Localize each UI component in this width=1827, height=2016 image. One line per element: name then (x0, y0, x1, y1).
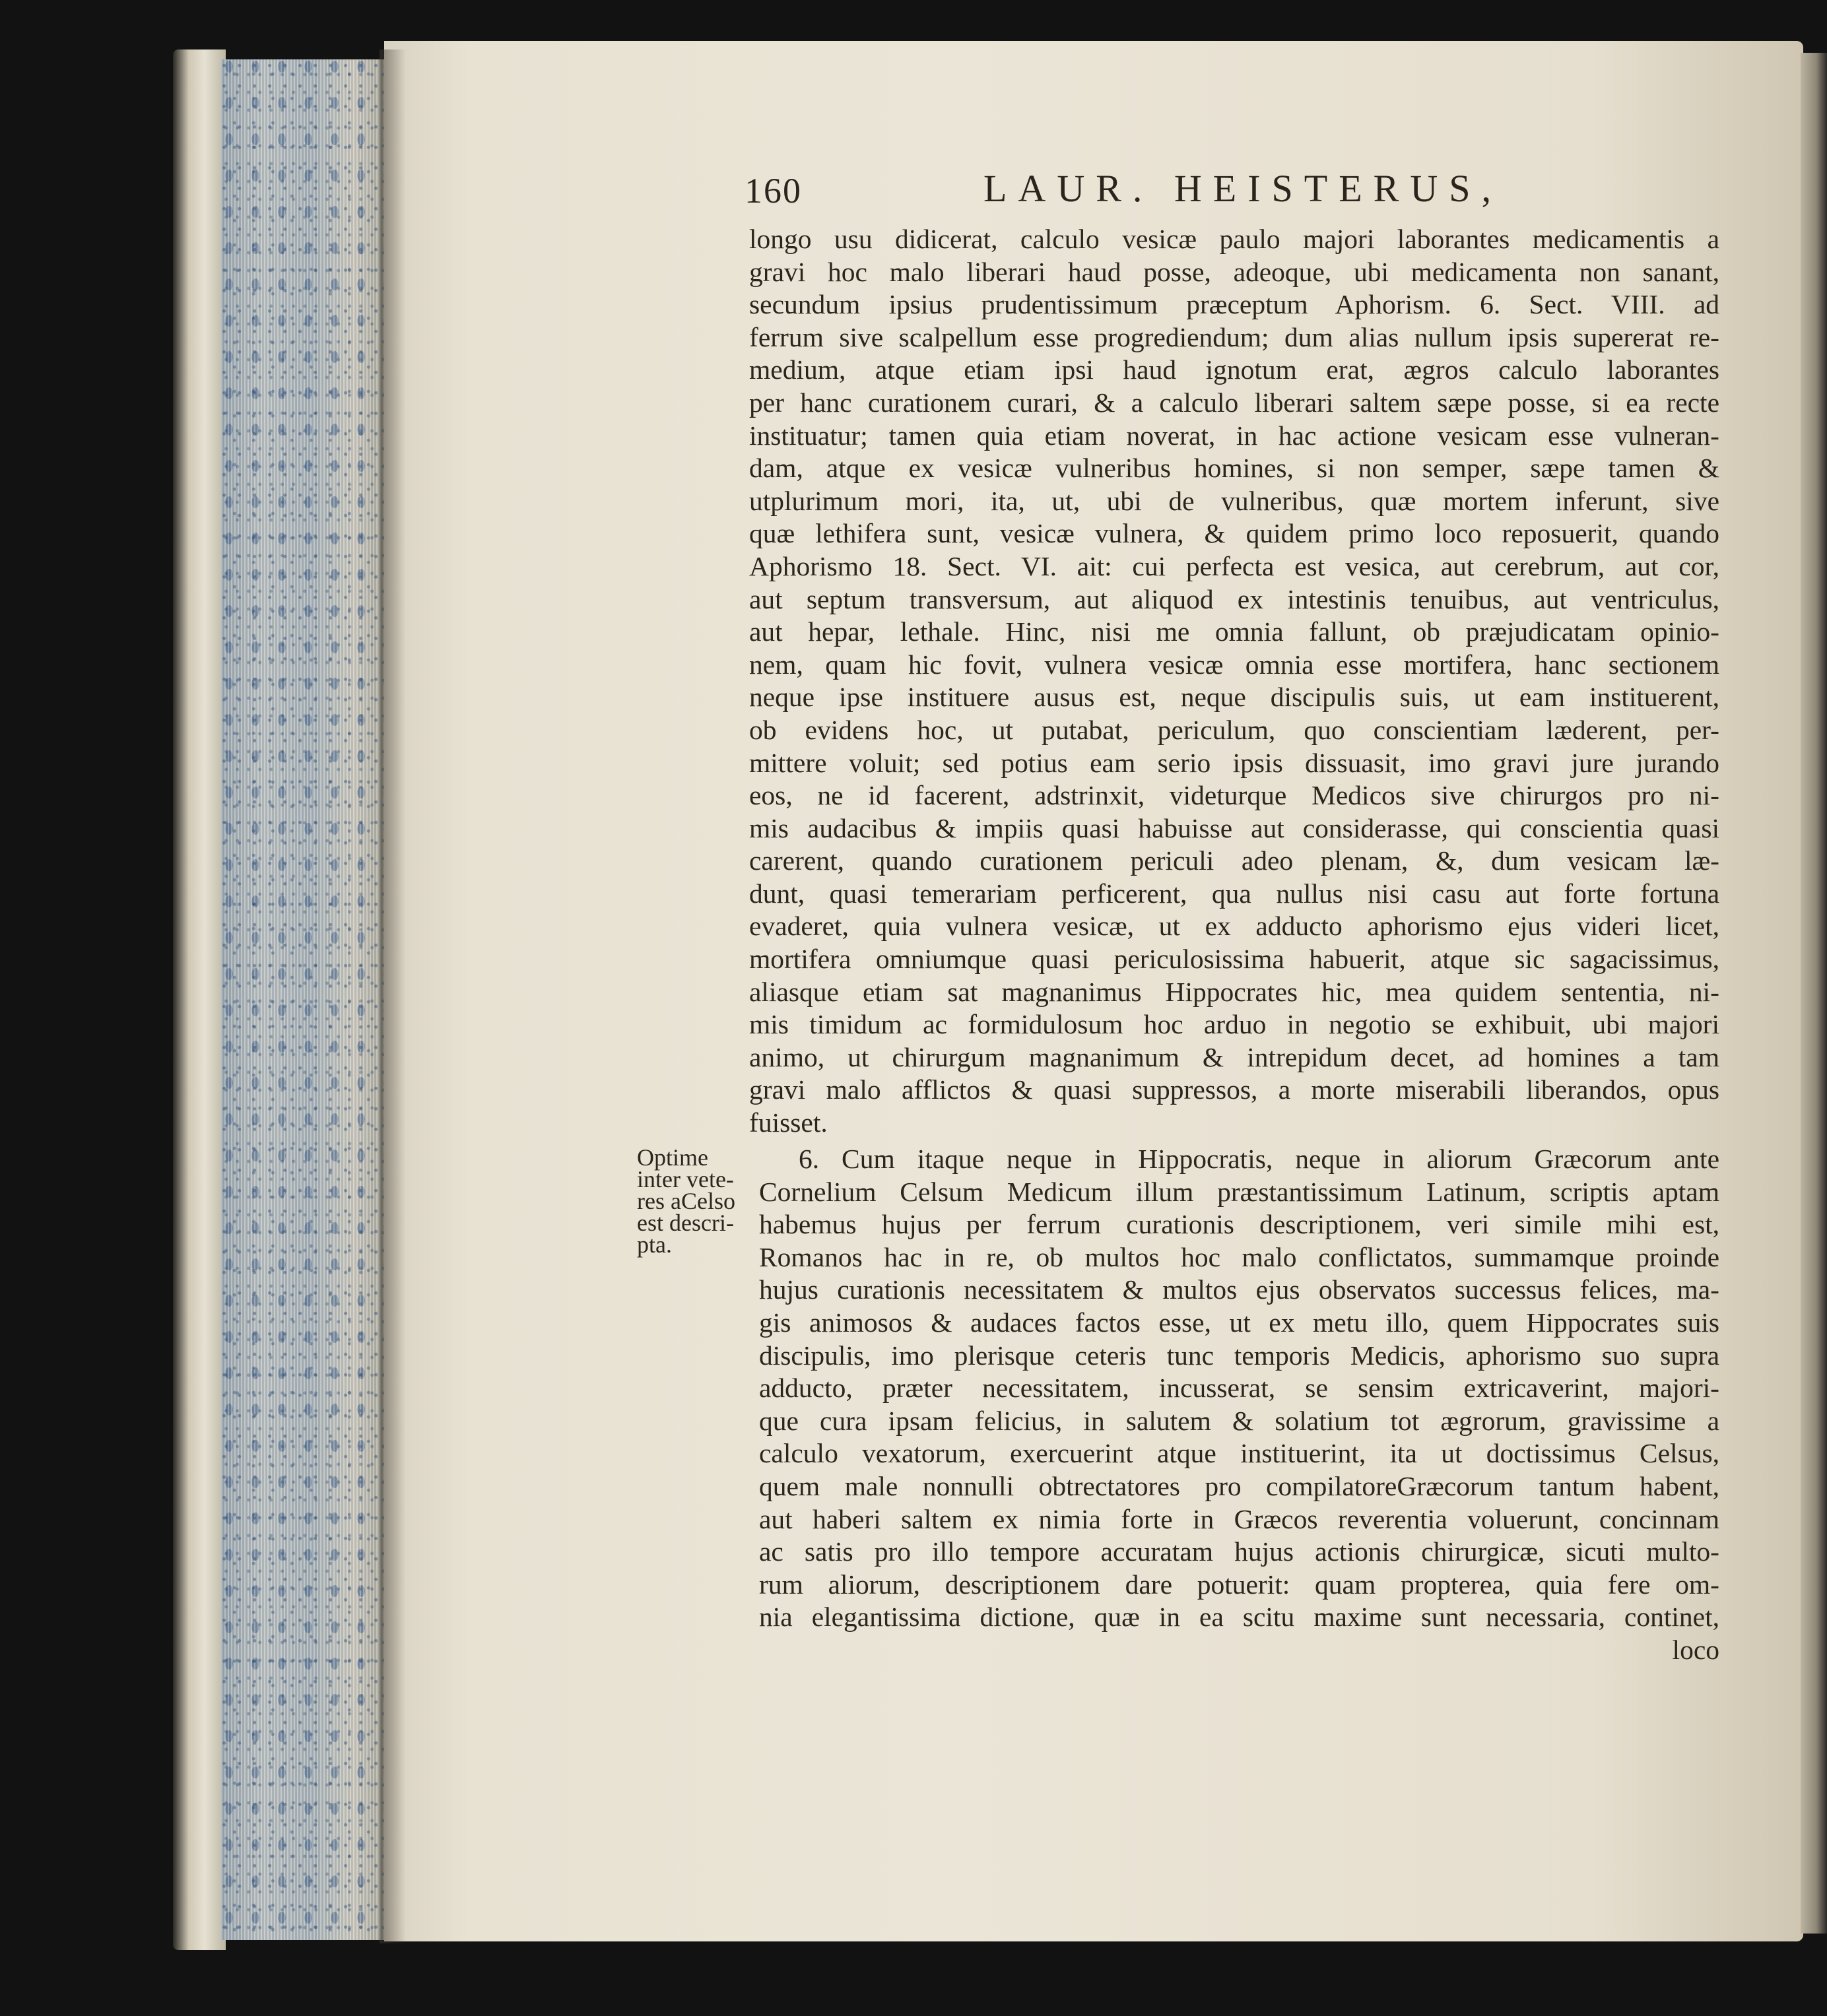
text-line: longo usu didicerat, calculo vesicæ paulo majori laborantes medicamentis a (749, 224, 1719, 254)
text-line: utplurimum mori, ita, ut, ubi de vulneribus, quæ mortem inferunt, sive (749, 485, 1719, 516)
text-line: aut haberi saltem ex nimia forte in Græcos reverentia voluerunt, concinnam (759, 1503, 1719, 1534)
text-line: ac satis pro illo tempore accuratam hujus actionis chirurgicæ, sicuti multo- (759, 1536, 1719, 1567)
text-line: habemus hujus per ferrum curationis descriptionem, veri simile mihi est, (759, 1209, 1719, 1240)
text-line: aut septum transversum, aut aliquod ex intestinis tenuibus, aut ventriculus, (749, 583, 1719, 614)
page-number: 160 (745, 171, 802, 211)
text-line: nem, quam hic fovit, vulnera vesicæ omnia esse mortifera, hanc sectionem (749, 649, 1719, 680)
text-line: quæ lethifera sunt, vesicæ vulnera, & quidem primo loco reposuerit, quando (749, 518, 1719, 549)
text-line: per hanc curationem curari, & a calculo liberari saltem sæpe posse, si ea recte (749, 387, 1719, 418)
text-line: secundum ipsius prudentissimum præceptum Aphorism. 6. Sect. VIII. ad (749, 289, 1719, 320)
text-line: mittere voluit; sed potius eam serio ipsis dissuasit, imo gravi jure jurando (749, 747, 1719, 778)
text-line: dam, atque ex vesicæ vulneribus homines, si non semper, sæpe tamen & (749, 453, 1719, 484)
text-line: instituatur; tamen quia etiam noverat, in hac actione vesicam esse vulneran- (749, 420, 1719, 451)
text-line: calculo vexatorum, exercuerint atque instituerint, ita ut doctissimus Celsus, (759, 1438, 1719, 1469)
catchword: loco (1672, 1634, 1719, 1665)
marginal-note-line: pta. (637, 1231, 672, 1258)
marginal-note-line: inter vete- (637, 1166, 734, 1192)
text-line: gravi malo afflictos & quasi suppressos, a morte miserabili liberandos, opus (749, 1074, 1719, 1105)
text-line: hujus curationis necessitatem & multos ejus observatos successus felices, ma- (759, 1274, 1719, 1305)
text-line: rum aliorum, descriptionem dare potuerit: quam propterea, quia fere om- (759, 1569, 1719, 1600)
marginal-note-line: Optime (637, 1144, 708, 1171)
marginal-note-line: res aCelso (637, 1188, 735, 1214)
text-line: Romanos hac in re, ob multos hoc malo conflictatos, summamque proinde (759, 1241, 1719, 1272)
text-line: mis audacibus & impiis quasi habuisse aut considerasse, qui conscientia quasi (749, 812, 1719, 843)
text-line: mis timidum ac formidulosum hoc arduo in negotio se exhibuit, ubi majori (749, 1009, 1719, 1040)
paragraph-2 (759, 1143, 1719, 1667)
gutter-shadow (380, 49, 406, 1943)
text-line: gravi hoc malo liberari haud posse, adeoque, ubi medicamenta non sanant, (749, 256, 1719, 287)
text-line: eos, ne id facerent, adstrinxit, videturque Medicos sive chirurgos pro ni- (749, 780, 1719, 811)
text-line: quem male nonnulli obtrectatores pro compilatoreGræcorum tantum habent, (759, 1470, 1719, 1501)
marginal-note-line: est descri- (637, 1210, 734, 1236)
running-title: LAUR. HEISTERUS, (983, 167, 1502, 210)
text-line: 6. Cum itaque neque in Hippocratis, neque in aliorum Græcorum ante (799, 1144, 1719, 1174)
text-line: que cura ipsam felicius, in salutem & solatium tot ægrorum, gravissime a (759, 1405, 1719, 1436)
text-line: Cornelium Celsum Medicum illum præstantissimum Latinum, scriptis aptam (759, 1176, 1719, 1207)
text-line: discipulis, imo plerisque ceteris tunc temporis Medicis, aphorismo suo supra (759, 1340, 1719, 1371)
text-line: aut hepar, lethale. Hinc, nisi me omnia fallunt, ob præjudicatam opinio- (749, 616, 1719, 647)
paragraph-1 (749, 223, 1719, 1140)
text-line: nia elegantissima dictione, quæ in ea scitu maxime sunt necessaria, continet, (759, 1602, 1719, 1633)
text-line: adducto, præter necessitatem, incusserat, se sensim extricaverint, majori- (759, 1373, 1719, 1404)
marginal-note (637, 1144, 736, 1258)
text-line: evaderet, quia vulnera vesicæ, ut ex adducto aphorismo ejus videri licet, (749, 911, 1719, 942)
text-line: dunt, quasi temerariam perficerent, qua nullus nisi casu aut forte fortuna (749, 878, 1719, 909)
page-edges-speckled (221, 59, 386, 1940)
text-line: ferrum sive scalpellum esse progrediendum; dum alias nullum ipsis supererat re- (749, 321, 1719, 352)
text-line: medium, atque etiam ipsi haud ignotum erat, ægros calculo laborantes (749, 354, 1719, 385)
text-line: animo, ut chirurgum magnanimum & intrepidum decet, ad homines a tam (749, 1041, 1719, 1072)
book-cover-edge (173, 49, 226, 1950)
text-line: mortifera omniumque quasi periculosissima habuerit, atque sic sagacissimus, (749, 944, 1719, 975)
text-line: aliasque etiam sat magnanimus Hippocrates hic, mea quidem sententia, ni- (749, 976, 1719, 1007)
book-right-edge (1801, 53, 1827, 1934)
text-line: neque ipse instituere ausus est, neque discipulis suis, ut eam instituerent, (749, 682, 1719, 713)
text-line: Aphorismo 18. Sect. VI. ait: cui perfecta est vesica, aut cerebrum, aut cor, (749, 550, 1719, 581)
text-line: fuisset. (749, 1107, 828, 1138)
text-line: gis animosos & audaces factos esse, ut ex metu illo, quem Hippocrates suis (759, 1307, 1719, 1338)
text-line: ob evidens hoc, ut putabat, periculum, quo conscientiam læderent, per- (749, 714, 1719, 745)
text-line: carerent, quando curationem periculi adeo plenam, &, dum vesicam læ- (749, 845, 1719, 876)
